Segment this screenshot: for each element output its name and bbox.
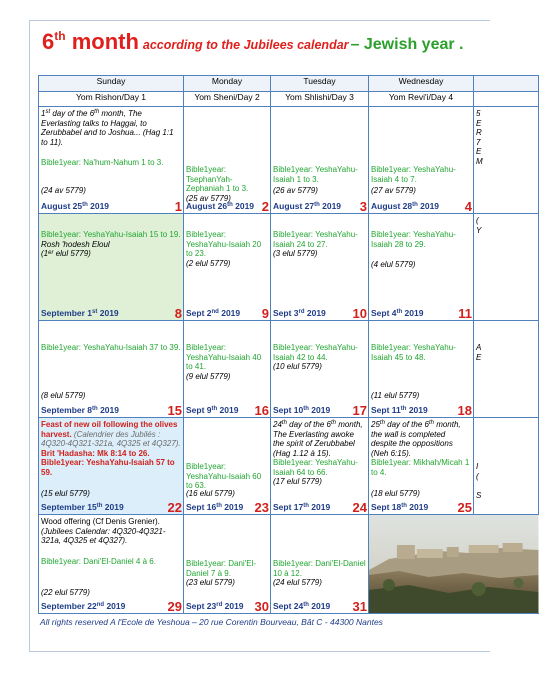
wood-offering: Wood offering (Cf Denis Grenier).: [41, 517, 160, 526]
hebrew-date: (18 elul 5779): [371, 489, 420, 498]
feast-text: Feast of new oil following the olives harvest. (Calendrier des Jubilés : 4Q320-4Q321-321a, 4Q325 et 4Q327).: [41, 420, 181, 448]
hebrew-date: (27 av 5779): [371, 186, 416, 195]
day-cell: [271, 515, 369, 614]
hebrew-date: (10 elul 5779): [273, 362, 322, 371]
week-row: [39, 107, 539, 214]
day-note: 25th day of the 6th month, the wall is completed despite the oppositions (Neh 6:15).: [371, 420, 461, 458]
bible-reading: Bible1year: YeshaYahu-Isaiah 28 to 29.: [371, 230, 456, 249]
hebrew-date: (24 av 5779): [41, 186, 86, 195]
gregorian-date: September 1st 2019: [41, 307, 119, 318]
hebrew-date: (23 elul 5779): [186, 578, 235, 587]
title-month: 6th month: [42, 29, 139, 54]
gregorian-date: August 28th 2019: [371, 200, 440, 211]
gregorian-date: Sept 11th 2019: [371, 404, 428, 415]
bible-reading: Bible1year: YeshaYahu-Isaiah 40 to 41.: [186, 343, 262, 371]
landscape-photo: [369, 515, 539, 614]
hebrew-date: (4 elul 5779): [371, 260, 416, 269]
day-number: 3: [359, 199, 367, 214]
col-hebrew-5: [474, 92, 539, 107]
calendar-grid: [38, 75, 539, 614]
gregorian-date: Sept 18th 2019: [371, 501, 429, 512]
day-note: 1st day of the 6th month, The Everlasting talks to Haggai, to Zerubbabel and to Joshua... (Hag 1:1 to 11).: [41, 109, 174, 147]
brit-hadasha: Brit 'Hadasha: Mk 8:14 to 26.: [41, 448, 150, 458]
hebrew-date: (2 elul 5779): [186, 258, 231, 268]
gregorian-date: Sept 2nd 2019: [186, 307, 241, 318]
day-cell: [184, 418, 271, 515]
day-number: 22: [167, 500, 182, 515]
gregorian-date: Sept 3rd 2019: [273, 307, 326, 318]
bible-reading: Bible1year: YeshaYahu-Isaiah 1 to 3.: [273, 165, 358, 184]
gregorian-date: Sept 10th 2019: [273, 404, 331, 415]
gregorian-date: September 15th 2019: [41, 501, 124, 512]
bible-reading: Bible1year: YeshaYahu-Isaiah 45 to 48.: [371, 343, 456, 362]
day-number: 11: [458, 306, 472, 321]
day-cell: [184, 515, 271, 614]
bible-reading: Bible1year: YeshaYahu-Isaiah 57 to 59.: [41, 458, 175, 477]
hebrew-date: (3 elul 5779): [273, 249, 318, 258]
day-cell: [184, 321, 271, 418]
gregorian-date: Sept 9th 2019: [186, 404, 239, 415]
gregorian-date: Sept 17th 2019: [273, 501, 331, 512]
day-cell-feast: [39, 418, 184, 515]
hebrew-date: (11 elul 5779): [371, 391, 420, 400]
gregorian-date: August 27th 2019: [273, 200, 342, 211]
day-cell: [271, 418, 369, 515]
day-number: 2: [261, 199, 269, 214]
week-row: [39, 214, 539, 321]
col-hebrew-3: Yom Shlishi/Day 3: [271, 92, 369, 107]
hebrew-date: (16 elul 5779): [186, 489, 235, 498]
gregorian-date: September 22nd 2019: [41, 600, 126, 611]
hebrew-date: (26 av 5779): [273, 186, 318, 195]
day-number: 9: [261, 306, 269, 321]
bible-reading: Bible1year: YeshaYahu-Isaiah 64 to 66.: [273, 458, 358, 477]
day-number: 31: [352, 599, 367, 614]
day-number: 15: [167, 403, 182, 418]
day-number: 16: [254, 403, 269, 418]
col-hebrew-1: Yom Rishon/Day 1: [39, 92, 184, 107]
day-cell-cut: I ( S: [474, 418, 539, 515]
day-cell: [369, 321, 474, 418]
bible-reading: Bible1year: Dani'El-Daniel 4 à 6.: [41, 556, 156, 566]
hebrew-day-row: [39, 92, 539, 107]
day-number: 29: [167, 599, 182, 614]
hebrew-date: (1er elul 5779): [41, 249, 91, 258]
day-number: 25: [457, 500, 472, 515]
day-number: 30: [254, 599, 269, 614]
week-row: [39, 515, 539, 614]
day-cell-cut: A E: [474, 321, 539, 418]
bible-reading: Bible1year: YeshaYahu-Isaiah 24 to 27.: [273, 230, 358, 249]
bible-reading: Bible1year: Dani'El-Daniel 10 à 12.: [273, 559, 366, 578]
day-number: 8: [174, 306, 182, 321]
day-cell-rosh-hodesh: [39, 214, 184, 321]
page-title: [42, 31, 464, 53]
gregorian-date: Sept 23rd 2019: [186, 600, 244, 611]
hebrew-date: (24 elul 5779): [273, 578, 322, 587]
day-cell: [271, 107, 369, 214]
bible-reading: Bible1year: YeshaYahu-Isaiah 42 to 44.: [273, 343, 358, 362]
wood-offering-ref: (Jubilees Calendar: 4Q320-4Q321-321a, 4Q325 et 4Q327).: [41, 526, 166, 545]
hebrew-date: (25 av 5779): [186, 193, 231, 203]
bible-reading: Bible1year: YeshaYahu-Isaiah 15 to 19.: [41, 230, 181, 239]
day-number: 18: [457, 403, 472, 418]
day-note: 24th day of the 6th month, The Everlasting awoke the spirit of Zerubbabel (Hag 1.12 à 15).: [273, 420, 363, 458]
calendar-page: [29, 20, 490, 652]
title-jewish-year: – Jewish year .: [350, 36, 464, 53]
weekday-row: [39, 76, 539, 92]
gregorian-date: Sept 16th 2019: [186, 501, 244, 512]
bible-reading: Bible1year: Dani'El-Daniel 7 à 9.: [186, 559, 257, 578]
col-thursday: [474, 76, 539, 92]
gregorian-date: August 26th 2019: [186, 200, 255, 211]
gregorian-date: Sept 4th 2019: [371, 307, 424, 318]
gregorian-date: August 25th 2019: [41, 200, 110, 211]
day-cell: [39, 107, 184, 214]
gregorian-date: Sept 24th 2019: [273, 600, 331, 611]
col-sunday: Sunday: [39, 76, 184, 92]
day-cell: [39, 321, 184, 418]
hebrew-date: (17 elul 5779): [273, 477, 322, 486]
day-number: 17: [352, 403, 367, 418]
landscape-image: [369, 515, 539, 613]
day-cell: [271, 214, 369, 321]
bible-reading: Bible1year: YeshaYahu-Isaiah 60 to 63.: [186, 462, 262, 490]
bible-reading: Bible1year: YeshaYahu-Isaiah 20 to 23.: [186, 230, 262, 258]
col-monday: Monday: [184, 76, 271, 92]
bible-reading: Bible1year: YeshaYahu-Isaiah 4 to 7.: [371, 165, 456, 184]
day-cell: [271, 321, 369, 418]
bible-reading: Bible1year: Na'hum-Nahum 1 to 3.: [41, 158, 164, 167]
day-cell: [369, 418, 474, 515]
day-cell: [39, 515, 184, 614]
day-number: 1: [174, 199, 182, 214]
col-tuesday: Tuesday: [271, 76, 369, 92]
day-number: 23: [254, 500, 269, 515]
rosh-hodesh-label: Rosh 'hodesh Eloul: [41, 239, 110, 249]
hebrew-date: (8 elul 5779): [41, 391, 86, 400]
day-cell-cut: 5 E R 7 E M: [474, 107, 539, 214]
day-number: 24: [352, 500, 367, 515]
day-cell: [369, 214, 474, 321]
day-cell-cut: ( Y: [474, 214, 539, 321]
gregorian-date: September 8th 2019: [41, 404, 119, 415]
hebrew-date: (15 elul 5779): [41, 489, 90, 498]
copyright-footer: All rights reserved A l'Ecole de Yeshoua – 20 rue Corentin Bourveau, Bât C - 44300 Nantes: [40, 617, 383, 627]
bible-reading: Bible1year: TsephanYah-Zephaniah 1 to 3.: [186, 165, 249, 193]
col-wednesday: Wednesday: [369, 76, 474, 92]
bible-reading: Bible1year: YeshaYahu-Isaiah 37 to 39.: [41, 343, 181, 352]
col-hebrew-4: Yom Revi'i/Day 4: [369, 92, 474, 107]
hebrew-date: (9 elul 5779): [186, 371, 231, 381]
day-cell: [369, 107, 474, 214]
day-number: 10: [352, 306, 367, 321]
day-cell: [184, 107, 271, 214]
week-row: [39, 321, 539, 418]
day-cell: [184, 214, 271, 321]
col-hebrew-2: Yom Sheni/Day 2: [184, 92, 271, 107]
day-number: 4: [464, 199, 472, 214]
week-row: [39, 418, 539, 515]
title-subtitle: according to the Jubilees calendar: [142, 38, 349, 52]
hebrew-date: (22 elul 5779): [41, 588, 90, 597]
bible-reading: Bible1year: Mikhah/Micah 1 to 4.: [371, 458, 470, 477]
